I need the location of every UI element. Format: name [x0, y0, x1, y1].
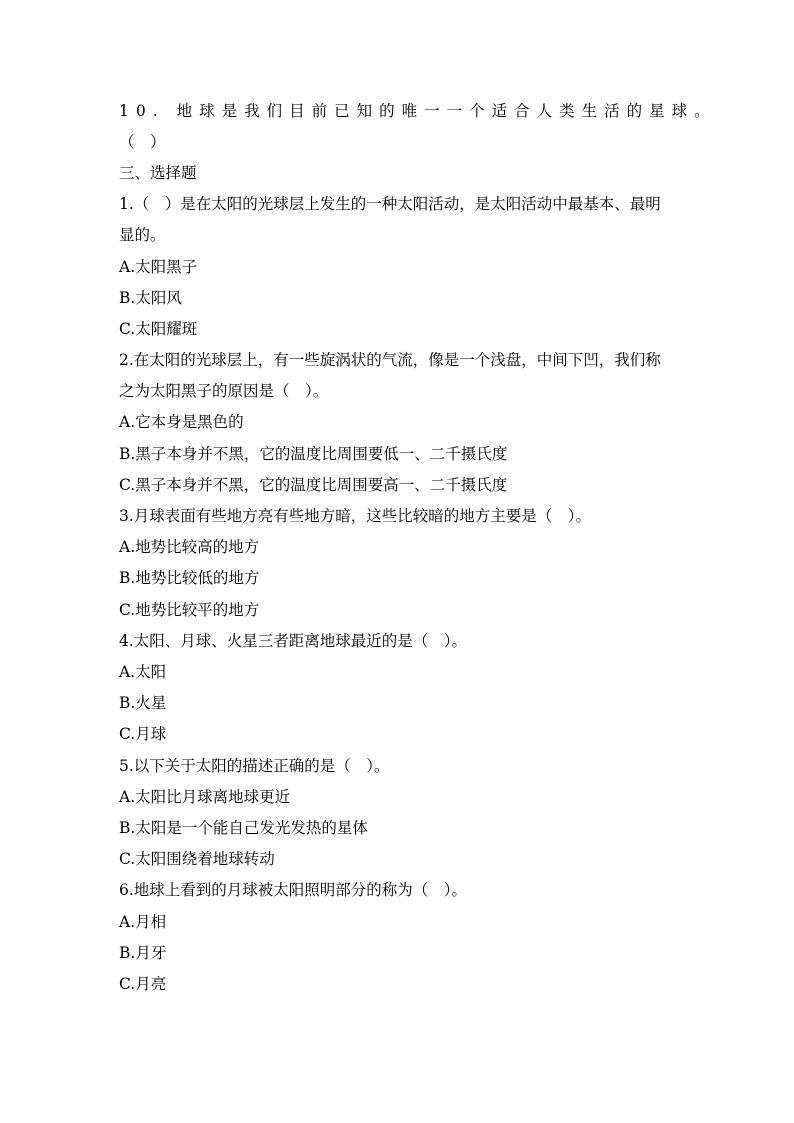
question-3-option-c: C.地势比较平的地方	[119, 601, 260, 619]
question-1-line-1: 1.（ ）是在太阳的光球层上发生的一种太阳活动，是太阳活动中最基本、最明	[119, 195, 661, 213]
question-6-option-b: B.月牙	[119, 944, 167, 962]
question-4-option-b: B.火星	[119, 694, 167, 712]
question-2-line-2: 之为太阳黑子的原因是（ ）。	[119, 382, 329, 400]
question-5-option-c: C.太阳围绕着地球转动	[119, 850, 275, 868]
question-1-line-2: 显的。	[119, 226, 166, 244]
question-2-line-1: 2.在太阳的光球层上，有一些旋涡状的气流，像是一个浅盘，中间下凹，我们称	[119, 351, 661, 369]
question-3: 3.月球表面有些地方亮有些地方暗，这些比较暗的地方主要是（ ）。	[119, 507, 592, 525]
question-4-option-c: C.月球	[119, 725, 167, 743]
question-2-option-b: B.黑子本身并不黑，它的温度比周围要低一、二千摄氏度	[119, 445, 508, 463]
question-1-option-b: B.太阳风	[119, 289, 182, 307]
question-6-option-c: C.月亮	[119, 975, 167, 993]
question-5: 5.以下关于太阳的描述正确的是（ ）。	[119, 757, 390, 775]
question-2-option-c: C.黑子本身并不黑，它的温度比周围要高一、二千摄氏度	[119, 476, 508, 494]
question-4-option-a: A.太阳	[119, 663, 167, 681]
question-3-option-a: A.地势比较高的地方	[119, 538, 260, 556]
answer-parentheses: （ ）	[119, 133, 166, 151]
section-heading: 三、选择题	[119, 164, 197, 182]
question-10-statement: 10. 地球是我们目前已知的唯一一个适合人类生活的星球。	[119, 102, 717, 120]
question-5-option-b: B.太阳是一个能自己发光发热的星体	[119, 819, 368, 837]
question-1-option-c: C.太阳耀斑	[119, 320, 198, 338]
question-6: 6.地球上看到的月球被太阳照明部分的称为（ ）。	[119, 881, 468, 899]
question-5-option-a: A.太阳比月球离地球更近	[119, 788, 291, 806]
question-1-option-a: A.太阳黑子	[119, 258, 198, 276]
question-2-option-a: A.它本身是黑色的	[119, 413, 244, 431]
question-3-option-b: B.地势比较低的地方	[119, 569, 260, 587]
question-4: 4.太阳、月球、火星三者距离地球最近的是（ ）。	[119, 632, 468, 650]
question-6-option-a: A.月相	[119, 913, 167, 931]
